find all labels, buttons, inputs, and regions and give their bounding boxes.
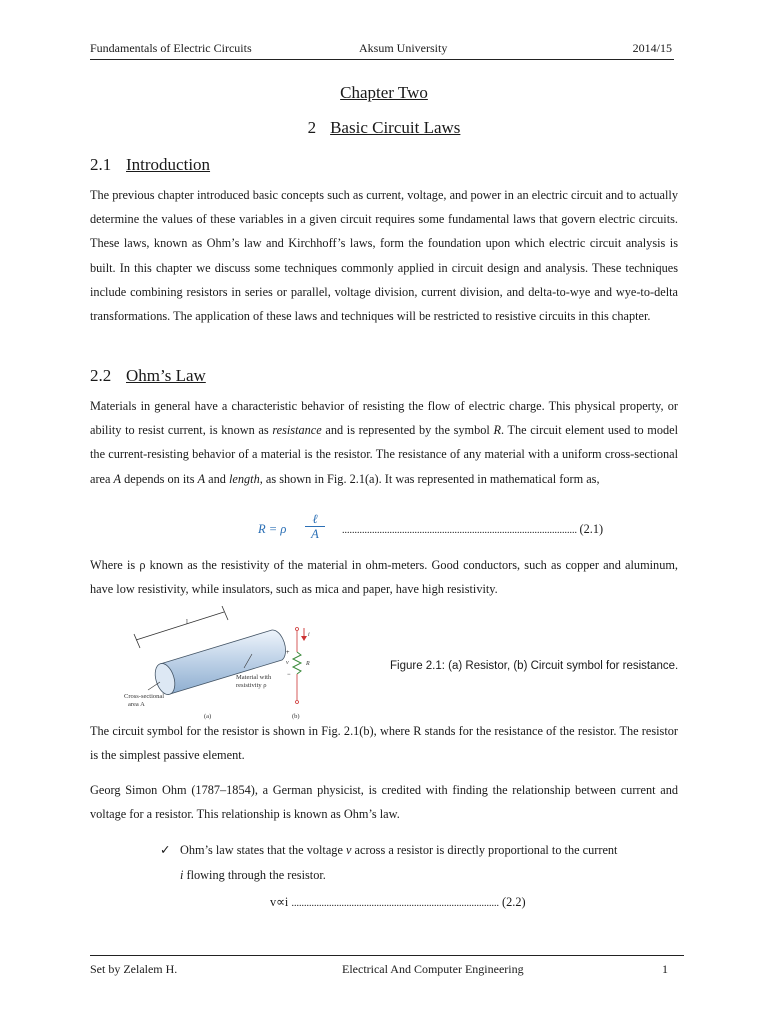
- resistivity-paragraph: Where is ρ known as the resistivity of the material in ohm-meters. Good conductors, such as copper and aluminum, have low resistivity, while insulators, such as mica and paper, have high resistivity.: [90, 558, 678, 597]
- symbol-paragraph: The circuit symbol for the resistor is shown in Fig. 2.1(b), where R stands for the resistance of the resistor. The resistor is the simplest passive element.: [90, 724, 678, 763]
- equation-lhs: R = ρ: [258, 522, 287, 536]
- page-footer: [90, 955, 684, 979]
- svg-text:l: l: [186, 618, 188, 626]
- intro-paragraph: The previous chapter introduced basic concepts such as current, voltage, and power in an electric circuit and to actually determine the values of these variables in a given circuit requires some fundamental laws that govern electric circuits. These laws, known as Ohm’s law and Kirchhoff’s laws, form the foundation upon which electric circuit analysis is built. In this chapter we discuss some techniques commonly applied in circuit design and analysis. These techniques include combining resistors in series or parallel, voltage division, current division, and delta-to-wye and wye-to-delta transformations. The application of these laws and techniques will be restricted to resistive circuits in this chapter.: [90, 188, 678, 324]
- chapter-number: 2: [307, 118, 317, 137]
- svg-text:+: +: [286, 650, 290, 656]
- bullet-text: Ohm’s law states that the voltage v across a resistor is directly proportional to the current i flowing through the resistor.: [180, 843, 618, 882]
- equation-fraction: ℓ A: [305, 512, 325, 541]
- svg-text:resistivity ρ: resistivity ρ: [236, 682, 267, 689]
- ohm-history-paragraph: Georg Simon Ohm (1787–1854), a German physicist, is credited with finding the relationship between current and voltage for a resistor. This relationship is known as Ohm’s law.: [90, 783, 678, 822]
- footer-department: Electrical And Computer Engineering: [342, 962, 524, 976]
- svg-text:v: v: [286, 660, 289, 666]
- svg-text:Material with: Material with: [236, 674, 272, 681]
- ohms-law-paragraph: Materials in general have a characteristic behavior of resisting the flow of electric charge. This physical property, or ability to resist current, is known as resistance and is represented by the symbol R. The circuit element used to model the current-resisting behavior of a material is the resistor. The resistance of any material with a uniform cross-sectional area A depends on its A and length, as shown in Fig. 2.1(a). It was represented in mathematical form as,: [90, 399, 678, 486]
- chapter-title: [0, 118, 768, 138]
- equation-text: v∝i: [270, 895, 289, 909]
- equation-number: .............................................................................................. (2.1): [342, 522, 604, 536]
- svg-text:(a): (a): [204, 713, 212, 720]
- svg-text:Cross-sectional: Cross-sectional: [124, 693, 165, 700]
- svg-text:−: −: [287, 672, 291, 678]
- header-year: 2014/15: [632, 41, 672, 55]
- chapter-title-text: Basic Circuit Laws: [330, 118, 461, 137]
- checkmark-icon: ✓: [160, 843, 171, 857]
- svg-text:i: i: [308, 632, 310, 638]
- equation-number: (2.2): [502, 895, 526, 909]
- header-university: Aksum University: [359, 41, 448, 55]
- chapter-label: Chapter Two: [340, 83, 428, 102]
- figure-caption: Figure 2.1: (a) Resistor, (b) Circuit symbol for resistance.: [390, 660, 679, 672]
- section-heading-introduction: 2.1 Introduction: [90, 155, 211, 174]
- page-number: 1: [662, 962, 668, 976]
- header-course-title: Fundamentals of Electric Circuits: [90, 41, 252, 55]
- svg-text:area A: area A: [128, 701, 145, 708]
- svg-text:(b): (b): [292, 713, 300, 720]
- page-header: [90, 40, 674, 60]
- footer-author: Set by Zelalem H.: [90, 962, 178, 976]
- equation-2-2: v∝i ................................................................................... (2.2): [270, 895, 526, 909]
- resistor-figure: [124, 606, 334, 724]
- section-heading-ohms-law: 2.2 Ohm’s Law: [90, 366, 206, 385]
- svg-text:R: R: [306, 661, 310, 667]
